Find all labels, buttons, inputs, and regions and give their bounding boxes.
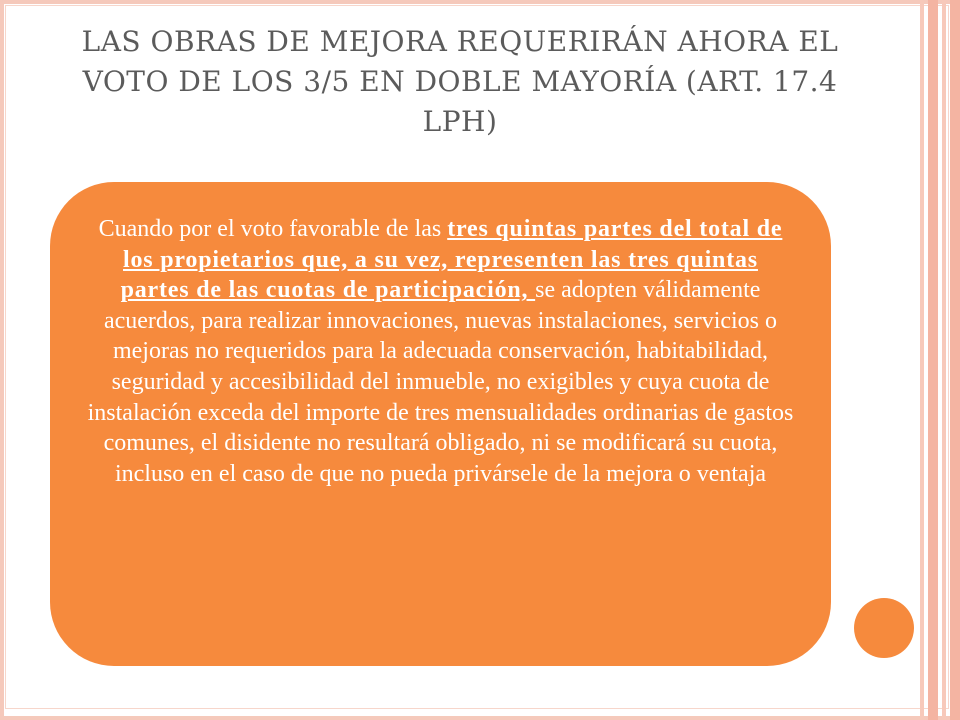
callout-text [86, 214, 795, 489]
decorative-stripe [920, 0, 924, 720]
decorative-circle [854, 598, 914, 658]
decorative-stripe [942, 0, 946, 720]
decorative-stripe [950, 0, 960, 720]
decorative-stripe [928, 0, 938, 720]
callout-box [50, 182, 831, 666]
callout-text-before: Cuando por el voto favorable de las [98, 216, 448, 242]
slide-title: LAS OBRAS DE MEJORA REQUERIRÁN AHORA EL VOTO DE LOS 3/5 EN DOBLE MAYORÍA (ART. 17.4 LPH) [81, 25, 839, 138]
callout-text-after: se adopten válidamente acuerdos, para realizar innovaciones, nuevas instalaciones, servicios o mejoras no requeridos para la adecuada conservación, habitabilidad, seguridad y accesibilidad del inmueble, no exigibles y cuya cuota de instalación exceda del importe de tres mensualidades ordinarias de gastos comunes, el disidente no resultará obligado, ni se modificará su cuota, incluso en el caso de que no pueda privársele de la mejora o ventaja [87, 277, 794, 487]
callout-emphasis: tres quintas partes del total de los propietarios que, a su vez, representen las tres quintas partes de las cuotas de participación, [120, 216, 783, 304]
